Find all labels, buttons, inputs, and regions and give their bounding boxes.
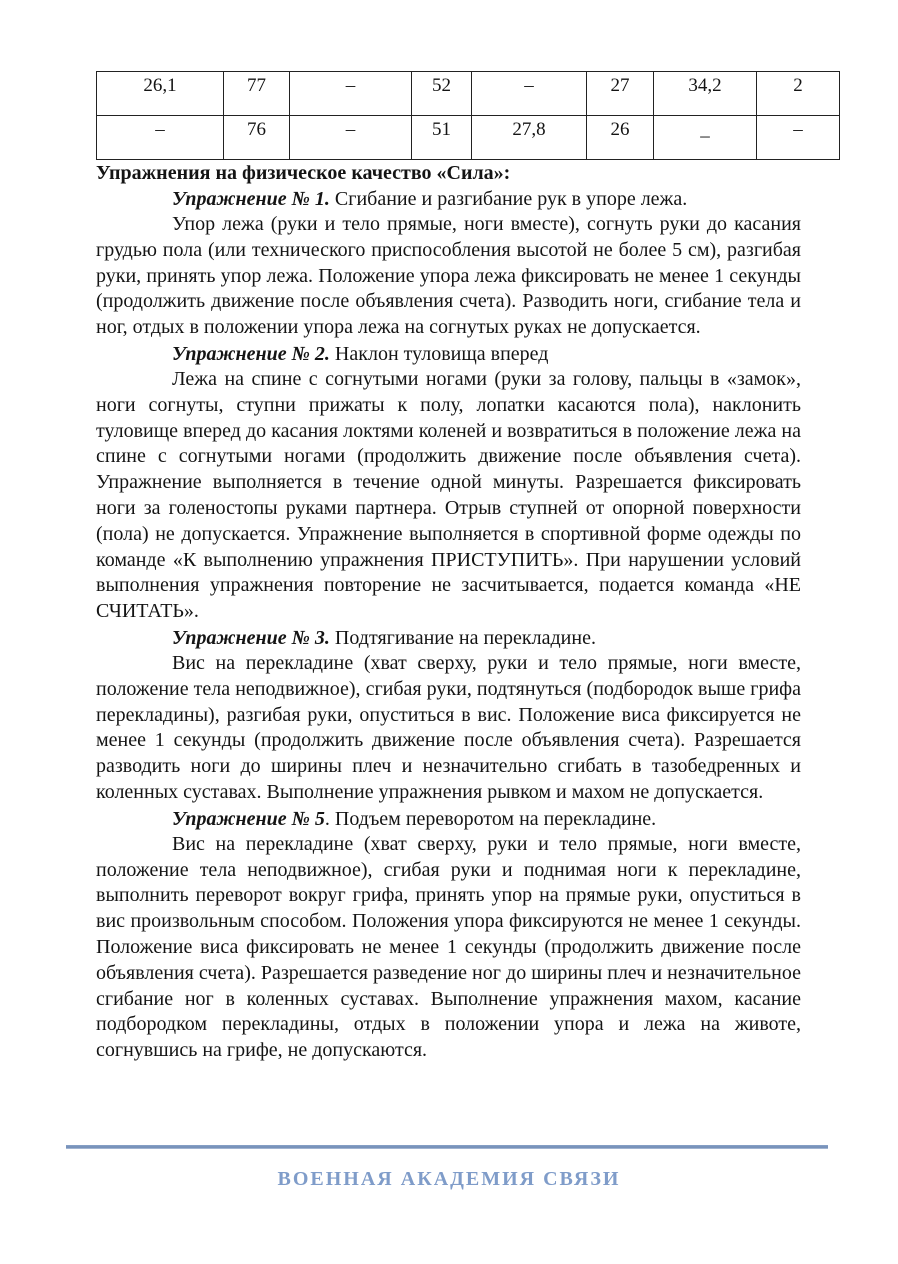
page-content (96, 71, 801, 1064)
table-cell: – (757, 116, 840, 160)
table-cell: 76 (224, 116, 290, 160)
table-cell: 26,1 (97, 72, 224, 116)
table-cell: – (472, 72, 587, 116)
table-cell: 27 (587, 72, 654, 116)
exercise-1-description: Упор лежа (руки и тело прямые, ноги вместе), согнуть руки до касания грудью пола (или технического приспособления высотой не более 5 см), разгибая руки, принять упор лежа. Положение упора лежа фиксировать не менее 1 секунды (продолжить движение после объявления счета). Разводить ноги, сгибание тела и ног, отдых в положении упора лежа на согнутых руках не допускается. (96, 213, 801, 339)
norms-table (96, 71, 840, 160)
exercise-5-label: Упражнение № 5 (172, 807, 325, 830)
exercise-5-title (96, 806, 801, 832)
exercise-3-label: Упражнение № 3. (172, 626, 330, 649)
exercise-1-label: Упражнение № 1. (172, 188, 330, 210)
table-cell: 2 (757, 72, 840, 116)
exercise-3-title (96, 625, 801, 651)
exercise-1-title (96, 186, 801, 212)
exercise-3-name: Подтягивание на перекладине. (329, 626, 596, 649)
table-cell: 51 (412, 116, 472, 160)
footer-divider (66, 1145, 828, 1149)
table-cell: – (290, 116, 412, 160)
table-cell: 27,8 (472, 116, 587, 160)
table-row (97, 72, 840, 116)
exercise-2-title (96, 341, 801, 367)
footer-academy-name: ВОЕННАЯ АКАДЕМИЯ СВЯЗИ (277, 1168, 621, 1190)
section-heading: Упражнения на физическое качество «Сила»: (96, 162, 511, 184)
exercise-5-name: . Подъем переворотом на перекладине. (324, 807, 657, 830)
exercise-2-name: Наклон туловища вперед (329, 342, 549, 365)
table-row (97, 116, 840, 160)
table-cell: – (97, 116, 224, 160)
exercise-2-description: Лежа на спине с согнутыми ногами (руки за голову, пальцы в «замок», ноги согнуты, ступни прижаты к полу, лопатки касаются пола), наклонить туловище вперед до касания локтями коленей и возвратиться в положение лежа на спине с согнутыми ногами (продолжить движение после объявления счета). Упражнение выполняется в течение одной минуты. Разрешается фиксировать ноги за голеностопы руками партнера. Отрыв ступней от опорной поверхности (пола) не допускается. Упражнение выполняется в спортивной форме одежды по команде «К выполнению упражнения ПРИСТУПИТЬ». При нарушении условий выполнения упражнения повторение не засчитывается, подается команда «НЕ СЧИТАТЬ». (96, 367, 801, 623)
exercise-3-description: Вис на перекладине (хват сверху, руки и тело прямые, ноги вместе, положение тела неподвижное), сгибая руки, подтянуться (подбородок выше грифа перекладины), разгибая руки, опуститься в вис. Положение виса фиксируется не менее 1 секунды (продолжить движение после объявления счета). Разрешается разводить ноги до ширины плеч и незначительно сгибать в тазобедренных и коленных суставах. Выполнение упражнения рывком и махом не допускается. (96, 651, 801, 803)
exercise-5-description: Вис на перекладине (хват сверху, руки и тело прямые, ноги вместе, положение тела неподвижное), сгибая руки и поднимая ноги к перекладине, выполнить переворот вокруг грифа, принять упор на прямые руки, опуститься в вис произвольным способом. Положения упора фиксируются не менее 1 секунды. Положение виса фиксировать не менее 1 секунды (продолжить движение после объявления счета). Разрешается разведение ног до ширины плеч и незначительное сгибание ног в коленных суставах. Выполнение упражнения махом, касание подбородком перекладины, отдых в положении упора и лежа на животе, согнувшись на грифе, не допускаются. (96, 832, 801, 1062)
table-cell: 26 (587, 116, 654, 160)
table-cell: – (290, 72, 412, 116)
exercise-2-label: Упражнение № 2. (172, 342, 330, 365)
table-cell: _ (654, 116, 757, 160)
table-cell: 52 (412, 72, 472, 116)
table-cell: 34,2 (654, 72, 757, 116)
table-cell: 77 (224, 72, 290, 116)
exercise-1-name: Сгибание и разгибание рук в упоре лежа. (329, 188, 688, 210)
